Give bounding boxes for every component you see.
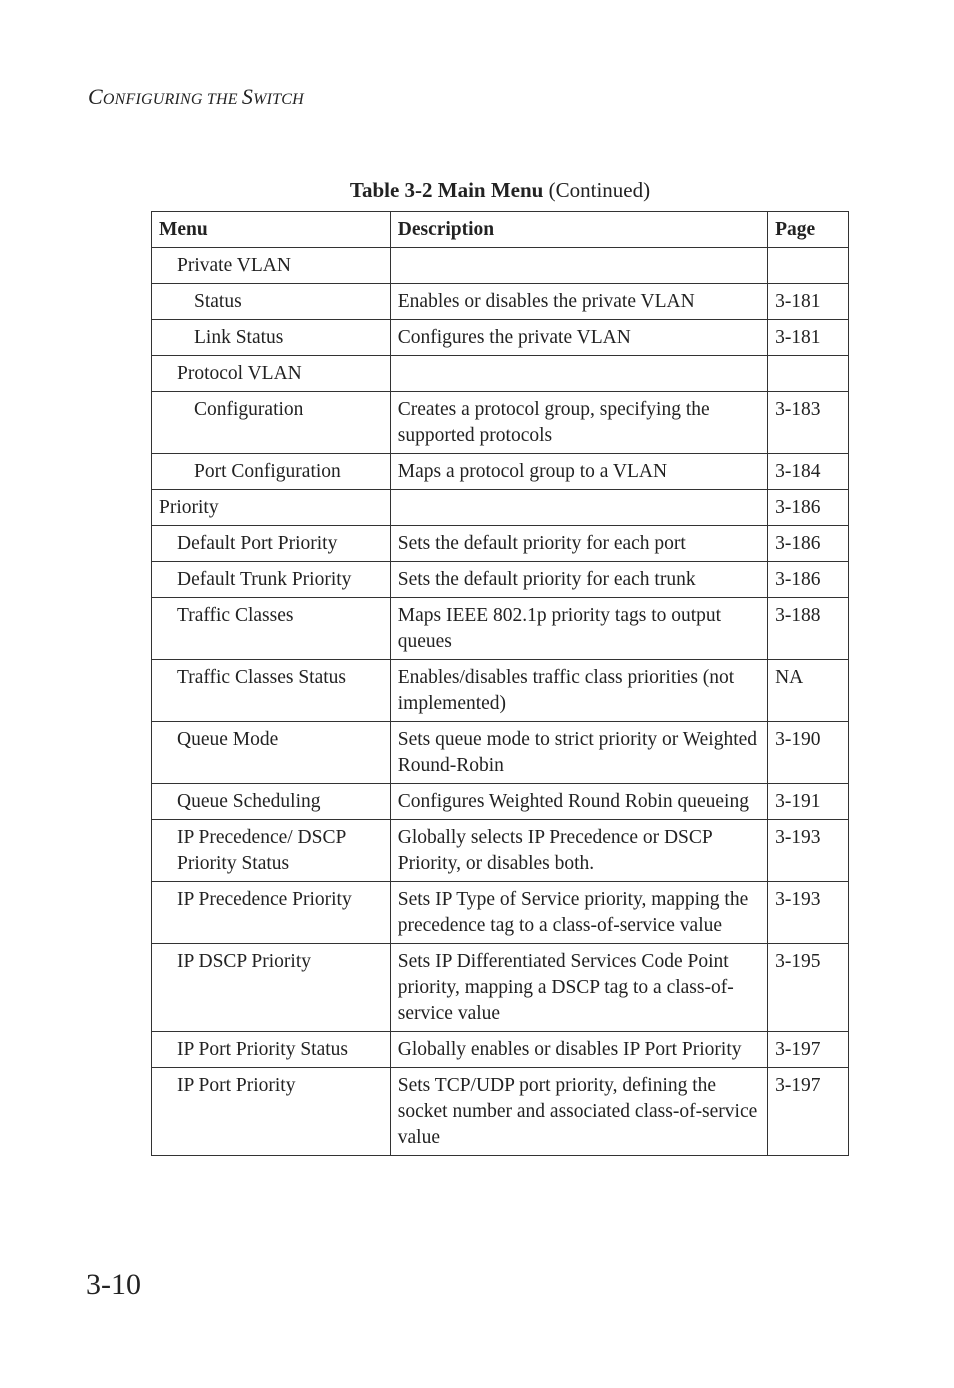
menu-cell: Default Port Priority bbox=[152, 526, 391, 562]
menu-cell: IP Port Priority bbox=[152, 1068, 391, 1156]
description-cell: Sets IP Type of Service priority, mapping the precedence tag to a class-of-service value bbox=[390, 882, 767, 944]
page-cell: 3-184 bbox=[768, 454, 849, 490]
description-cell: Sets TCP/UDP port priority, defining the socket number and associated class-of-service value bbox=[390, 1068, 767, 1156]
page-cell: 3-191 bbox=[768, 784, 849, 820]
main-menu-table bbox=[151, 211, 849, 1156]
column-header-page: Page bbox=[768, 212, 849, 248]
page-cell: 3-193 bbox=[768, 820, 849, 882]
page-cell: 3-190 bbox=[768, 722, 849, 784]
running-header-initial-c: C bbox=[88, 84, 103, 109]
page-cell: 3-193 bbox=[768, 882, 849, 944]
running-header-part-2: WITCH bbox=[253, 91, 304, 108]
page-cell: NA bbox=[768, 660, 849, 722]
description-cell: Maps a protocol group to a VLAN bbox=[390, 454, 767, 490]
table-caption bbox=[151, 178, 849, 203]
menu-cell: Port Configuration bbox=[152, 454, 391, 490]
table-row bbox=[152, 248, 849, 284]
menu-cell: Default Trunk Priority bbox=[152, 562, 391, 598]
menu-cell: Traffic Classes bbox=[152, 598, 391, 660]
page-cell: 3-197 bbox=[768, 1068, 849, 1156]
page-cell: 3-197 bbox=[768, 1032, 849, 1068]
running-header-part-1: ONFIGURING THE bbox=[102, 91, 242, 108]
table-row bbox=[152, 722, 849, 784]
description-cell: Sets the default priority for each port bbox=[390, 526, 767, 562]
page-cell: 3-181 bbox=[768, 320, 849, 356]
description-cell: Sets queue mode to strict priority or Weighted Round-Robin bbox=[390, 722, 767, 784]
table-row bbox=[152, 784, 849, 820]
table-row bbox=[152, 820, 849, 882]
page-cell: 3-186 bbox=[768, 562, 849, 598]
page-number: 3-10 bbox=[86, 1268, 141, 1301]
description-cell: Globally enables or disables IP Port Priority bbox=[390, 1032, 767, 1068]
running-header-initial-s: S bbox=[241, 84, 254, 109]
page-cell bbox=[768, 356, 849, 392]
description-cell bbox=[390, 356, 767, 392]
table-row bbox=[152, 392, 849, 454]
description-cell: Enables/disables traffic class priorities (not implemented) bbox=[390, 660, 767, 722]
description-cell bbox=[390, 490, 767, 526]
menu-cell: Queue Scheduling bbox=[152, 784, 391, 820]
table-row bbox=[152, 320, 849, 356]
description-cell: Sets the default priority for each trunk bbox=[390, 562, 767, 598]
table-row bbox=[152, 1032, 849, 1068]
menu-cell: Priority bbox=[152, 490, 391, 526]
column-header-description: Description bbox=[390, 212, 767, 248]
description-cell: Configures the private VLAN bbox=[390, 320, 767, 356]
table-row bbox=[152, 882, 849, 944]
description-cell: Creates a protocol group, specifying the supported protocols bbox=[390, 392, 767, 454]
menu-cell: IP Port Priority Status bbox=[152, 1032, 391, 1068]
table-body bbox=[152, 248, 849, 1156]
menu-cell: IP Precedence/ DSCP Priority Status bbox=[152, 820, 391, 882]
table-row bbox=[152, 944, 849, 1032]
description-cell: Maps IEEE 802.1p priority tags to output queues bbox=[390, 598, 767, 660]
page-cell: 3-186 bbox=[768, 526, 849, 562]
table-caption-suffix: (Continued) bbox=[543, 178, 651, 202]
table-row bbox=[152, 598, 849, 660]
table-caption-label: Table 3-2 Main Menu bbox=[349, 178, 544, 202]
menu-cell: Protocol VLAN bbox=[152, 356, 391, 392]
menu-cell: Queue Mode bbox=[152, 722, 391, 784]
description-cell: Globally selects IP Precedence or DSCP Priority, or disables both. bbox=[390, 820, 767, 882]
running-header bbox=[88, 84, 304, 110]
table-row bbox=[152, 284, 849, 320]
description-cell: Enables or disables the private VLAN bbox=[390, 284, 767, 320]
page-cell: 3-183 bbox=[768, 392, 849, 454]
description-cell bbox=[390, 248, 767, 284]
table-row bbox=[152, 1068, 849, 1156]
page-cell: 3-195 bbox=[768, 944, 849, 1032]
table-row bbox=[152, 454, 849, 490]
table-row bbox=[152, 526, 849, 562]
menu-cell: IP Precedence Priority bbox=[152, 882, 391, 944]
menu-cell: IP DSCP Priority bbox=[152, 944, 391, 1032]
table-row bbox=[152, 490, 849, 526]
page-cell: 3-186 bbox=[768, 490, 849, 526]
page-cell: 3-181 bbox=[768, 284, 849, 320]
page-cell bbox=[768, 248, 849, 284]
column-header-menu: Menu bbox=[152, 212, 391, 248]
menu-cell: Private VLAN bbox=[152, 248, 391, 284]
description-cell: Sets IP Differentiated Services Code Point priority, mapping a DSCP tag to a class-of-service value bbox=[390, 944, 767, 1032]
description-cell: Configures Weighted Round Robin queueing bbox=[390, 784, 767, 820]
menu-cell: Status bbox=[152, 284, 391, 320]
menu-cell: Configuration bbox=[152, 392, 391, 454]
table-row bbox=[152, 660, 849, 722]
menu-cell: Traffic Classes Status bbox=[152, 660, 391, 722]
table-header-row bbox=[152, 212, 849, 248]
menu-cell: Link Status bbox=[152, 320, 391, 356]
table-row bbox=[152, 356, 849, 392]
table-row bbox=[152, 562, 849, 598]
page-cell: 3-188 bbox=[768, 598, 849, 660]
